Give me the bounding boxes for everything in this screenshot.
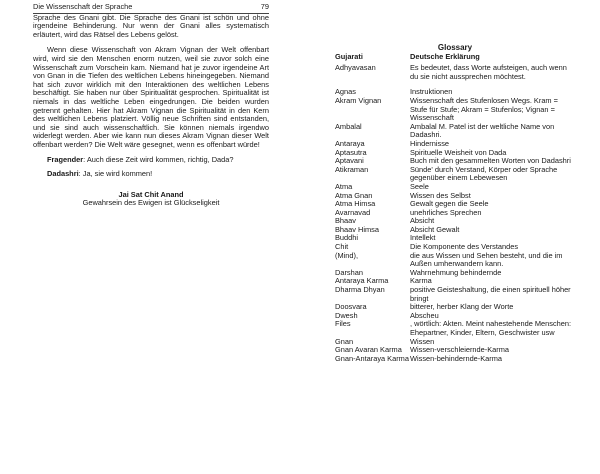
glossary-definition: Es bedeutet, dass Worte aufsteigen, auch wenn du sie nicht aussprechen möchtest. xyxy=(410,63,567,81)
glossary-term: Agnas xyxy=(335,87,356,97)
glossary-term: Atikraman xyxy=(335,164,369,174)
glossary-term: Antaraya xyxy=(335,138,365,148)
glossary-definition: Wissen-behindernde-Karma xyxy=(410,353,503,363)
glossary-term: Chit xyxy=(335,242,349,252)
glossary-definition: Hindernisse xyxy=(410,138,450,148)
glossary-entry xyxy=(335,355,575,364)
glossary-definition: Wissen xyxy=(410,336,435,346)
page-number: 79 xyxy=(260,2,269,11)
glossary-term: Atma Himsa xyxy=(335,199,376,209)
glossary-term: (Mind), xyxy=(335,250,358,260)
glossary-definition: Buch mit den gesammelten Worten von Dadashri xyxy=(410,156,571,166)
dialogue-line: Dadashri: Ja, sie wird kommen! xyxy=(47,169,153,179)
glossary-definition: , wörtlich: Akten. Meint nahestehende Menschen: Ehepartner, Kinder, Eltern, Geschwister usw xyxy=(410,319,572,337)
glossary-entry xyxy=(335,64,575,81)
glossary-definition: Gewalt gegen die Seele xyxy=(410,199,489,209)
glossary-term: Doosvara xyxy=(335,302,367,312)
glossary-definition: Ambalal M. Patel ist der weltliche Name von Dadashri. xyxy=(410,121,555,140)
glossary-term: Dharma Dhyan xyxy=(335,285,385,295)
glossary-term: Avarnavad xyxy=(335,207,371,217)
paragraph: Sprache des Gnani gibt. Die Sprache des Gnani ist schön und ohne irgendeine Behinderung. Nur wenn der Gnani alles systematisch erläutert, wird das Rätsel des Lebens gelöst. xyxy=(33,12,269,39)
glossary-term: Gnan xyxy=(335,336,354,346)
glossary-entry xyxy=(335,286,575,303)
glossary-list xyxy=(335,64,575,363)
speaker-name: Dadashri xyxy=(47,169,79,179)
glossary-term: Gnan Avaran Karma xyxy=(335,345,402,355)
glossary-entry xyxy=(335,209,575,218)
glossary-entry xyxy=(335,226,575,235)
glossary-entry xyxy=(335,123,575,140)
glossary-definition: Wissenschaft des Stufenlosen Wegs. Kram = Stufe für Stufe; Akram = Stufenlos; Vignan = Wissenschaft xyxy=(410,95,558,123)
glossary-definition: Seele xyxy=(410,181,429,191)
glossary-term: Gnan-Antaraya Karma xyxy=(335,353,409,363)
glossary-term: Buddhi xyxy=(335,233,359,243)
glossary-definition: Abscheu xyxy=(410,310,439,320)
paragraph: Wenn diese Wissenschaft von Akram Vignan der Welt offenbart wird, wird sie den Menschen enorm nutzen, weil sie zuvor solch eine Wissenschaft zum Vorschein kam. Niemand hat je zuvor irgendeine Art von Gnan in die Tiefen des weltlichen Lebens hineingegeben. Niemand hat sich zuvor wirklich mit den Interaktionen des weltlichen Lebens beschäftigt. Sie haben nur über Spiritualität gesprochen. Spiritualität ist niemals in das weltliche Leben eingedrungen. Die beiden wurden getrennt gehalten. Hier hat Akram Vignan die Spiritualität in den Kern des weltlichen Lebens platziert. Völlig neue Schriften sind entstanden, und sie sind auch wissenschaftlich. Sie können niemals irgendwo widerlegt werden. Aber wie kann nun dieses Akram Vignan dieser Welt offenbart werden? Die Welt wäre gesegnet, wenn es offenbart würde! xyxy=(33,45,269,149)
glossary-header-row xyxy=(335,53,575,62)
glossary-definition: Karma xyxy=(410,276,432,286)
glossary-term: Atma xyxy=(335,181,353,191)
glossary-definition: Wissen-verschleiernde-Karma xyxy=(410,345,509,355)
glossary-definition: Spirituelle Weisheit von Dada xyxy=(410,147,507,157)
glossary-title: Glossary xyxy=(437,43,473,52)
glossary-definition: bitterer, herber Klang der Worte xyxy=(410,302,514,312)
dialogue-text: Ja, sie wird kommen! xyxy=(82,169,153,179)
glossary-term: Bhaav Himsa xyxy=(335,224,379,234)
closing-subtitle: Gewahrsein des Ewigen ist Glückseligkeit xyxy=(82,198,220,208)
closing-title: Jai Sat Chit Anand xyxy=(118,189,184,199)
glossary-entry xyxy=(335,166,575,183)
right-page-glossary xyxy=(335,44,575,363)
speaker-name: Fragender xyxy=(47,154,84,164)
glossary-term: Aptasutra xyxy=(335,147,367,157)
glossary-term: Akram Vignan xyxy=(335,95,382,105)
glossary-definition: Instruktionen xyxy=(410,87,453,97)
glossary-definition: Die Komponente des Verstandes xyxy=(410,242,519,252)
glossary-definition: Sünde' durch Verstand, Körper oder Sprache gegenüber einem Lebewesen xyxy=(410,164,558,183)
glossary-term: Bhaav xyxy=(335,216,356,226)
header-title: Die Wissenschaft der Sprache xyxy=(33,2,133,11)
glossary-entry xyxy=(335,252,575,269)
left-page xyxy=(33,3,269,208)
glossary-term: Aptavani xyxy=(335,156,364,166)
glossary-term: Atma Gnan xyxy=(335,190,373,200)
dialogue-text: Auch diese Zeit wird kommen, richtig, Dada? xyxy=(86,154,234,164)
glossary-definition: unehrliches Sprechen xyxy=(410,207,482,217)
glossary-term: Ambalal xyxy=(335,121,362,131)
glossary-entry xyxy=(335,320,575,337)
glossary-entry xyxy=(335,303,575,312)
glossary-definition: Wahrnehmung behindernde xyxy=(410,267,502,277)
glossary-term: Files xyxy=(335,319,351,329)
column-header-term: Gujarati xyxy=(335,51,363,61)
glossary-definition: Wissen des Selbst xyxy=(410,190,471,200)
glossary-term: Antaraya Karma xyxy=(335,276,389,286)
glossary-term: Adhyavasan xyxy=(335,63,376,73)
glossary-term: Dwesh xyxy=(335,310,358,320)
glossary-definition: positive Geisteshaltung, die einen spirituell höher bringt xyxy=(410,285,571,303)
running-header xyxy=(33,3,269,14)
glossary-definition: die aus Wissen und Sehen besteht, und die im Außen umherwandern kann. xyxy=(410,250,563,269)
glossary-term: Darshan xyxy=(335,267,363,277)
glossary-definition: Absicht Gewalt xyxy=(410,224,460,234)
dialogue-line: Fragender: Auch diese Zeit wird kommen, richtig, Dada? xyxy=(47,154,234,164)
column-header-definition: Deutsche Erklärung xyxy=(410,51,480,61)
glossary-definition: Absicht xyxy=(410,216,435,226)
glossary-entry xyxy=(335,97,575,123)
glossary-definition: Intellekt xyxy=(410,233,436,243)
